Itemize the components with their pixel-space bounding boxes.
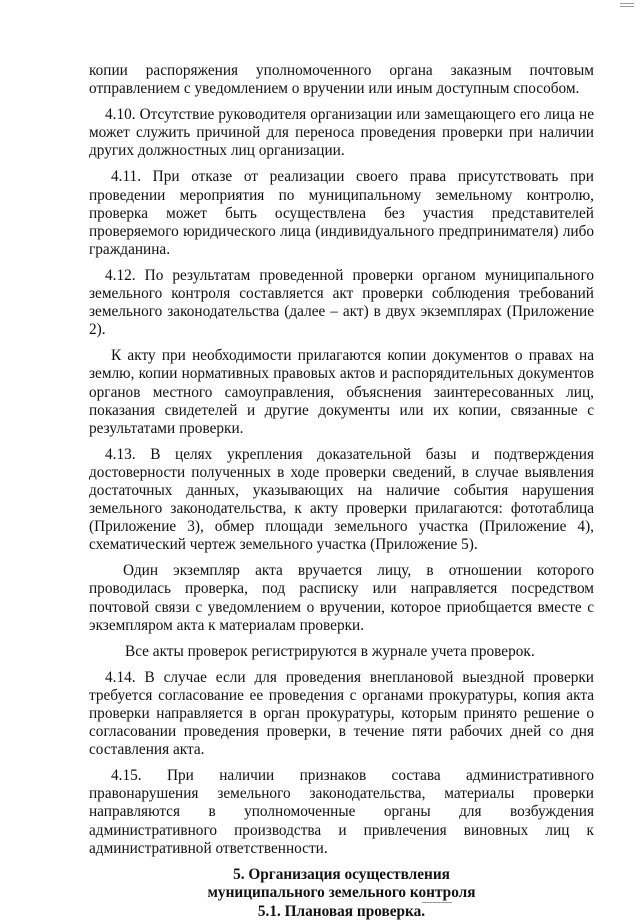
scan-edge-mark [620, 3, 634, 7]
scan-bottom-mark [422, 902, 452, 903]
subsection-heading-5-1: 5.1. Плановая проверка. [257, 902, 426, 920]
paragraph-continuation: копии распоряжения уполномоченного органа заказным почтовым отправлением с уведомлением о вручении или иным доступным способом. [89, 62, 594, 98]
section-heading-5 [89, 866, 594, 921]
section-heading-line-2: муниципального земельного контроля [207, 884, 476, 902]
paragraph-act-registration: Все акты проверок регистрируются в журнале учета проверок. [125, 642, 535, 660]
paragraph-4-14: 4.14. В случае если для проведения внеплановой выездной проверки требуется согласование ее проведения с органами прокуратуры, копия акта проверки направляется в орган прокуратуры, которым принято решение о согласовании проведения проверки, в течение пяти рабочих дней со дня составления акта. [89, 668, 594, 759]
paragraph-4-13: 4.13. В целях укрепления доказательной базы и подтверждения достоверности полученных в ходе проверки сведений, в случае выявления достаточных данных, указывающих на наличие события нарушения земельного законодательства, к акту проверки прилагаются: фототаблица (Приложение 3), обмер площади земельного участка (Приложение 4), схематический чертеж земельного участка (Приложение 5). [89, 445, 594, 554]
paragraph-act-delivery: Один экземпляр акта вручается лицу, в отношении которого проводилась проверка, под расписку или направляется посредством почтовой связи с уведомлением о вручении, которое приобщается вместе с экземпляром акта к материалам проверки. [89, 562, 594, 634]
paragraph-4-11: 4.11. При отказе от реализации своего права присутствовать при проведении мероприятия по муниципальному земельному контролю, проверка может быть осуществлена без участия представителей проверяемого юридического лица (индивидуального предпринимателя) либо гражданина. [89, 168, 594, 258]
paragraph-4-15: 4.15. При наличии признаков состава административного правонарушения земельного законодательства, материалы проверки направляются в уполномоченные органы для возбуждения административного производства и привлечения виновных лиц к административной ответственности. [89, 767, 594, 857]
document-body [89, 62, 594, 921]
section-heading-line-1: 5. Организация осуществления [233, 865, 450, 883]
paragraph-act-attachments: К акту при необходимости прилагаются копии документов о правах на землю, копии нормативных правовых актов и распорядительных документов органов местного самоуправления, объяснения заинтересованных лиц, показания свидетелей и другие документы или их копии, связанные с результатами проверки. [89, 347, 594, 437]
paragraph-4-12: 4.12. По результатам проведенной проверки органом муниципального земельного контроля составляется акт проверки соблюдения требований земельного законодательства (далее – акт) в двух экземплярах (Приложение 2). [89, 266, 594, 339]
paragraph-4-10: 4.10. Отсутствие руководителя организации или замещающего его лица не может служить причиной для переноса проведения проверки при наличии других должностных лиц организации. [89, 106, 594, 160]
